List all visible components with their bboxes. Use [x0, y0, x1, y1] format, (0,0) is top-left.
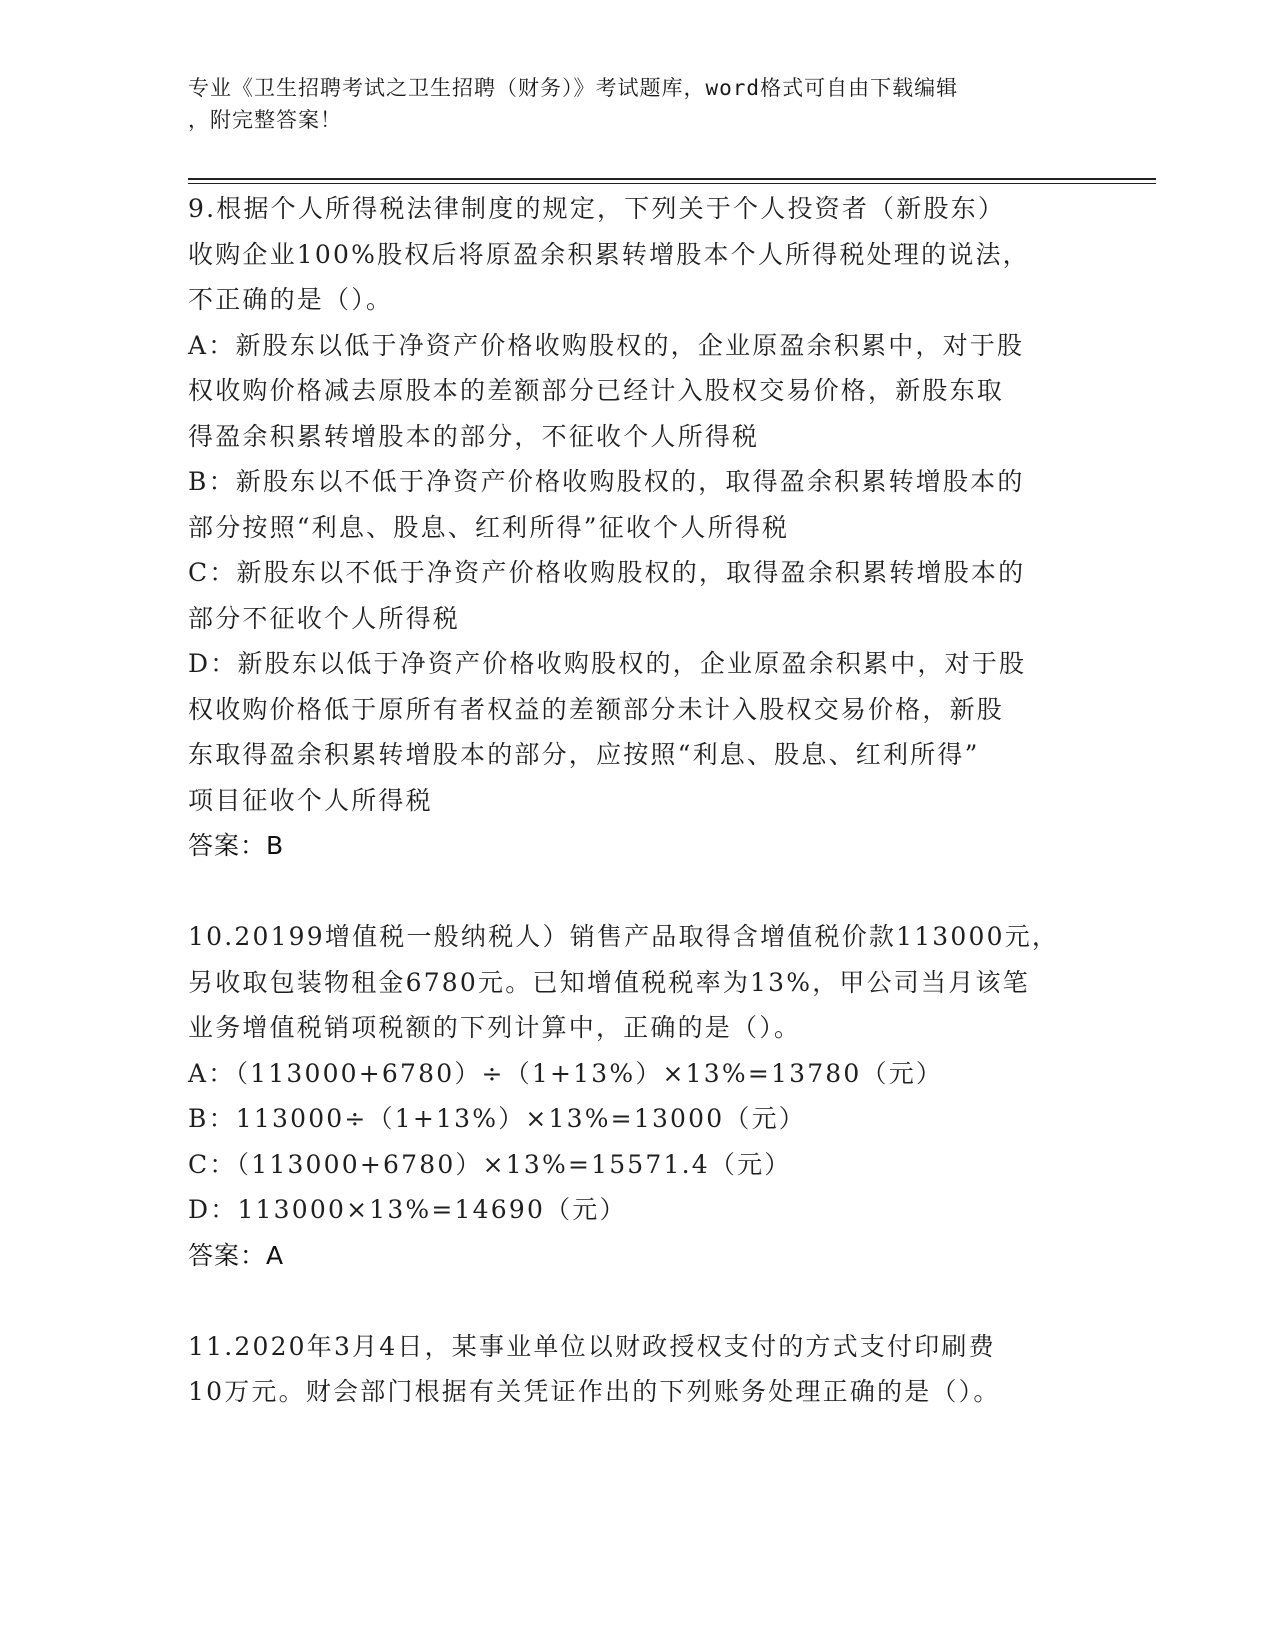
- document-body: [188, 186, 1088, 1415]
- question-11-stem-line-1: 11.2020年3月4日，某事业单位以财政授权支付的方式支付印刷费: [188, 1331, 996, 1361]
- question-10-answer: 答案：A: [188, 1240, 285, 1270]
- question-spacer: [188, 869, 1088, 915]
- question-9-option-a-line-1: A：新股东以低于净资产价格收购股权的，企业原盈余积累中，对于股: [188, 330, 1025, 360]
- question-10-stem-line-3: 业务增值税销项税额的下列计算中，正确的是（）。: [188, 1013, 802, 1042]
- question-10-stem-line-1: 10.20199增值税一般纳税人）销售产品取得含增值税价款113000元，: [188, 922, 1060, 951]
- question-9-option-d-line-4: 项目征收个人所得税: [188, 785, 433, 815]
- question-10: [188, 914, 1088, 1278]
- question-9-option-b-line-1: B：新股东以不低于净资产价格收购股权的，取得盈余积累转增股本的: [188, 467, 1025, 496]
- question-9-stem-line-2: 收购企业100%股权后将原盈余积累转增股本个人所得税处理的说法，: [188, 239, 1030, 269]
- question-9-stem-line-3: 不正确的是（）。: [188, 285, 394, 314]
- header-line-2: ，附完整答案！: [188, 108, 342, 132]
- question-10-option-d: D：113000×13%=14690（元）: [188, 1195, 627, 1224]
- question-9-option-d-line-3: 东取得盈余积累转增股本的部分，应按照“利息、股息、红利所得”: [188, 740, 980, 769]
- question-11: [188, 1324, 1088, 1415]
- question-9-option-c-line-1: C：新股东以不低于净资产价格收购股权的，取得盈余积累转增股本的: [188, 558, 1026, 587]
- question-9-option-a-line-3: 得盈余积累转增股本的部分，不征收个人所得税: [188, 421, 760, 451]
- question-9-option-a-line-2: 权收购价格减去原股本的差额部分已经计入股权交易价格，新股东取: [188, 376, 1005, 405]
- question-9-stem-line-1: 9.根据个人所得税法律制度的规定，下列关于个人投资者（新股东）: [188, 194, 1006, 223]
- document-header: [188, 72, 1068, 136]
- question-10-option-a: A：（113000+6780）÷（1+13%）×13%=13780（元）: [188, 1058, 944, 1088]
- question-10-stem-line-2: 另收取包装物租金6780元。已知增值税税率为13%，甲公司当月该笔: [188, 967, 1030, 997]
- question-9-option-d-line-1: D：新股东以低于净资产价格收购股权的，企业原盈余积累中，对于股: [188, 649, 1027, 678]
- question-11-stem-line-2: 10万元。财会部门根据有关凭证作出的下列账务处理正确的是（）。: [188, 1377, 1001, 1406]
- question-9-option-b-line-2: 部分按照“利息、股息、红利所得”征收个人所得税: [188, 512, 790, 542]
- header-divider-thick: [188, 178, 1156, 180]
- question-9-answer: 答案：B: [188, 831, 285, 860]
- question-10-option-c: C：（113000+6780）×13%=15571.4（元）: [188, 1149, 792, 1179]
- question-spacer: [188, 1278, 1088, 1324]
- question-9: [188, 186, 1088, 869]
- question-9-option-d-line-2: 权收购价格低于原所有者权益的差额部分未计入股权交易价格，新股: [188, 694, 1005, 724]
- header-line-1: 专业《卫生招聘考试之卫生招聘（财务）》考试题库，word格式可自由下载编辑: [188, 76, 959, 100]
- header-divider-thin: [188, 183, 1156, 184]
- question-9-option-c-line-2: 部分不征收个人所得税: [188, 603, 461, 633]
- question-10-option-b: B：113000÷（1+13%）×13%=13000（元）: [188, 1104, 806, 1133]
